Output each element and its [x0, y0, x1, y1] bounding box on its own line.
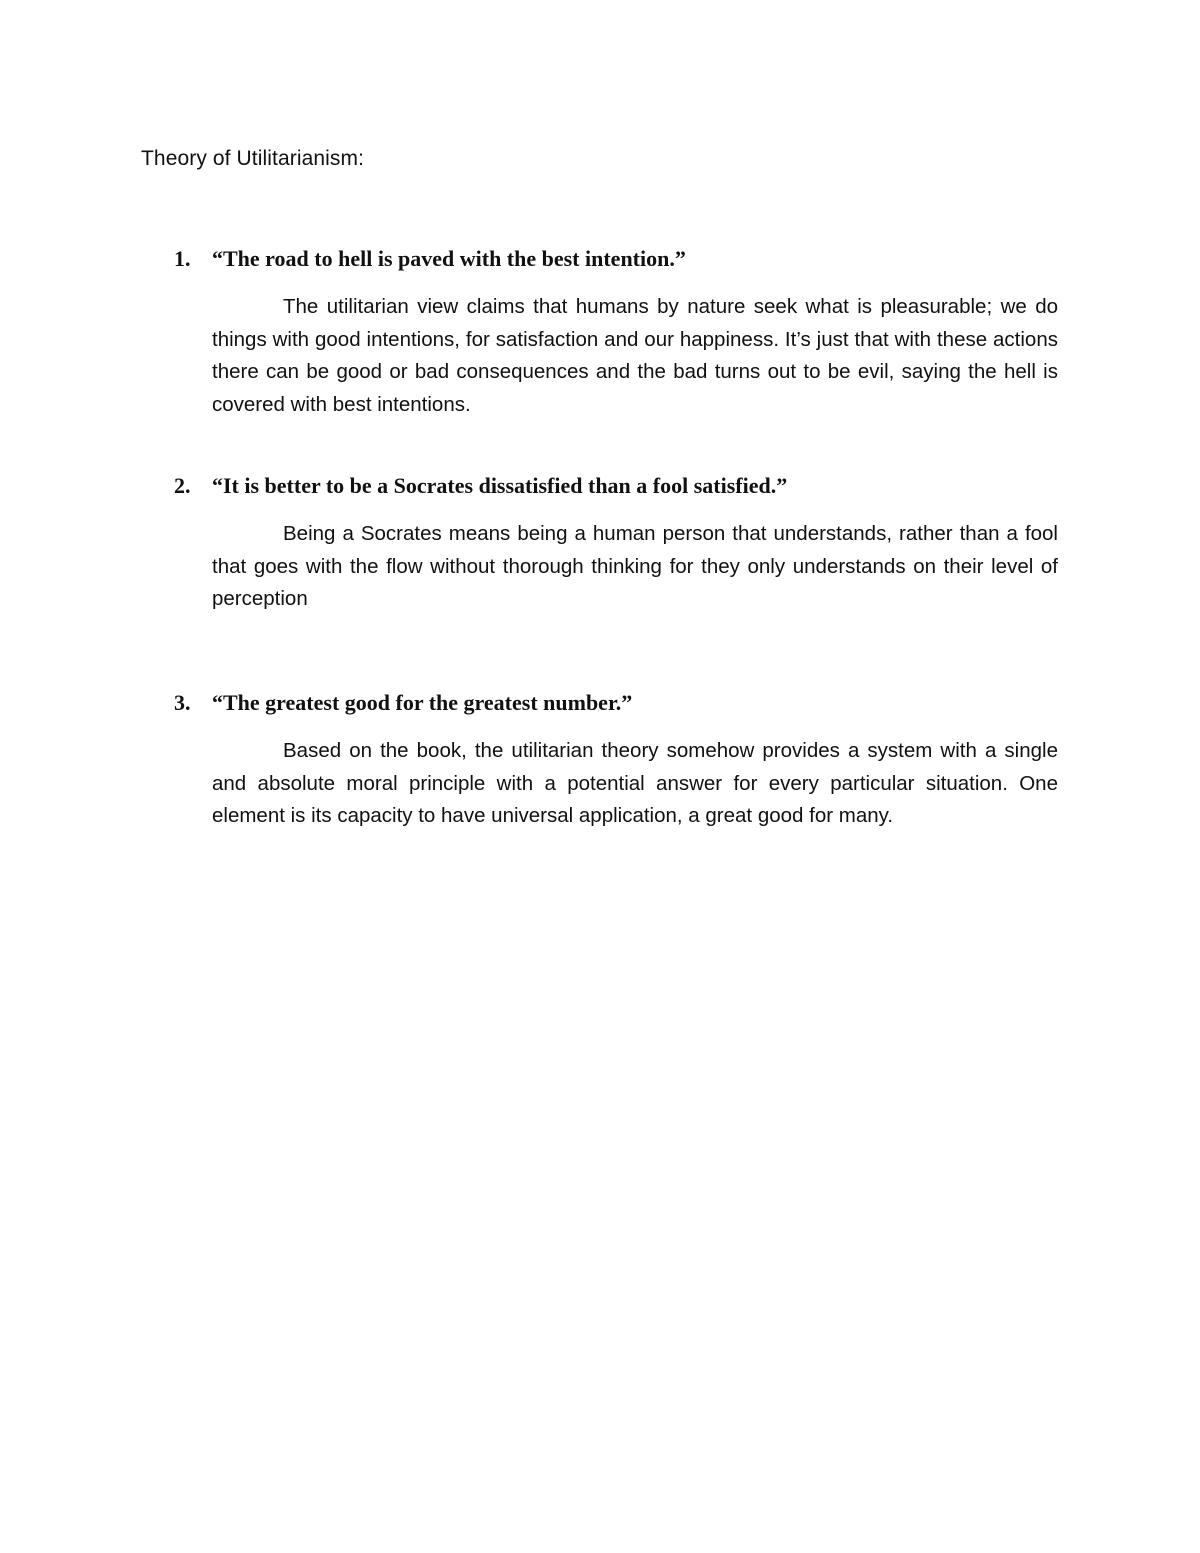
item-body-paragraph: Being a Socrates means being a human person that understands, rather than a fool that goes with the flow without thorough thinking for they only understands on their level of perception: [212, 522, 1058, 610]
item-body-paragraph: Based on the book, the utilitarian theory somehow provides a system with a single and absolute moral principle with a potential answer for every particular situation. One element is its capacity to have universal application, a great good for many.: [212, 739, 1058, 827]
item-number: 1.: [174, 246, 191, 271]
document-title: Theory of Utilitarianism:: [141, 147, 365, 170]
item-number: 2.: [174, 473, 191, 498]
item-quote-heading: “The road to hell is paved with the best intention.”: [212, 246, 686, 271]
item-quote-heading: “It is better to be a Socrates dissatisfied than a fool satisfied.”: [212, 473, 788, 498]
item-number: 3.: [174, 690, 191, 715]
item-quote-heading: “The greatest good for the greatest number.”: [212, 690, 633, 715]
item-body-paragraph: The utilitarian view claims that humans by nature seek what is pleasurable; we do things with good intentions, for satisfaction and our happiness. It’s just that with these actions there can be good or bad consequences and the bad turns out to be evil, saying the hell is covered with best intentions.: [212, 295, 1058, 416]
